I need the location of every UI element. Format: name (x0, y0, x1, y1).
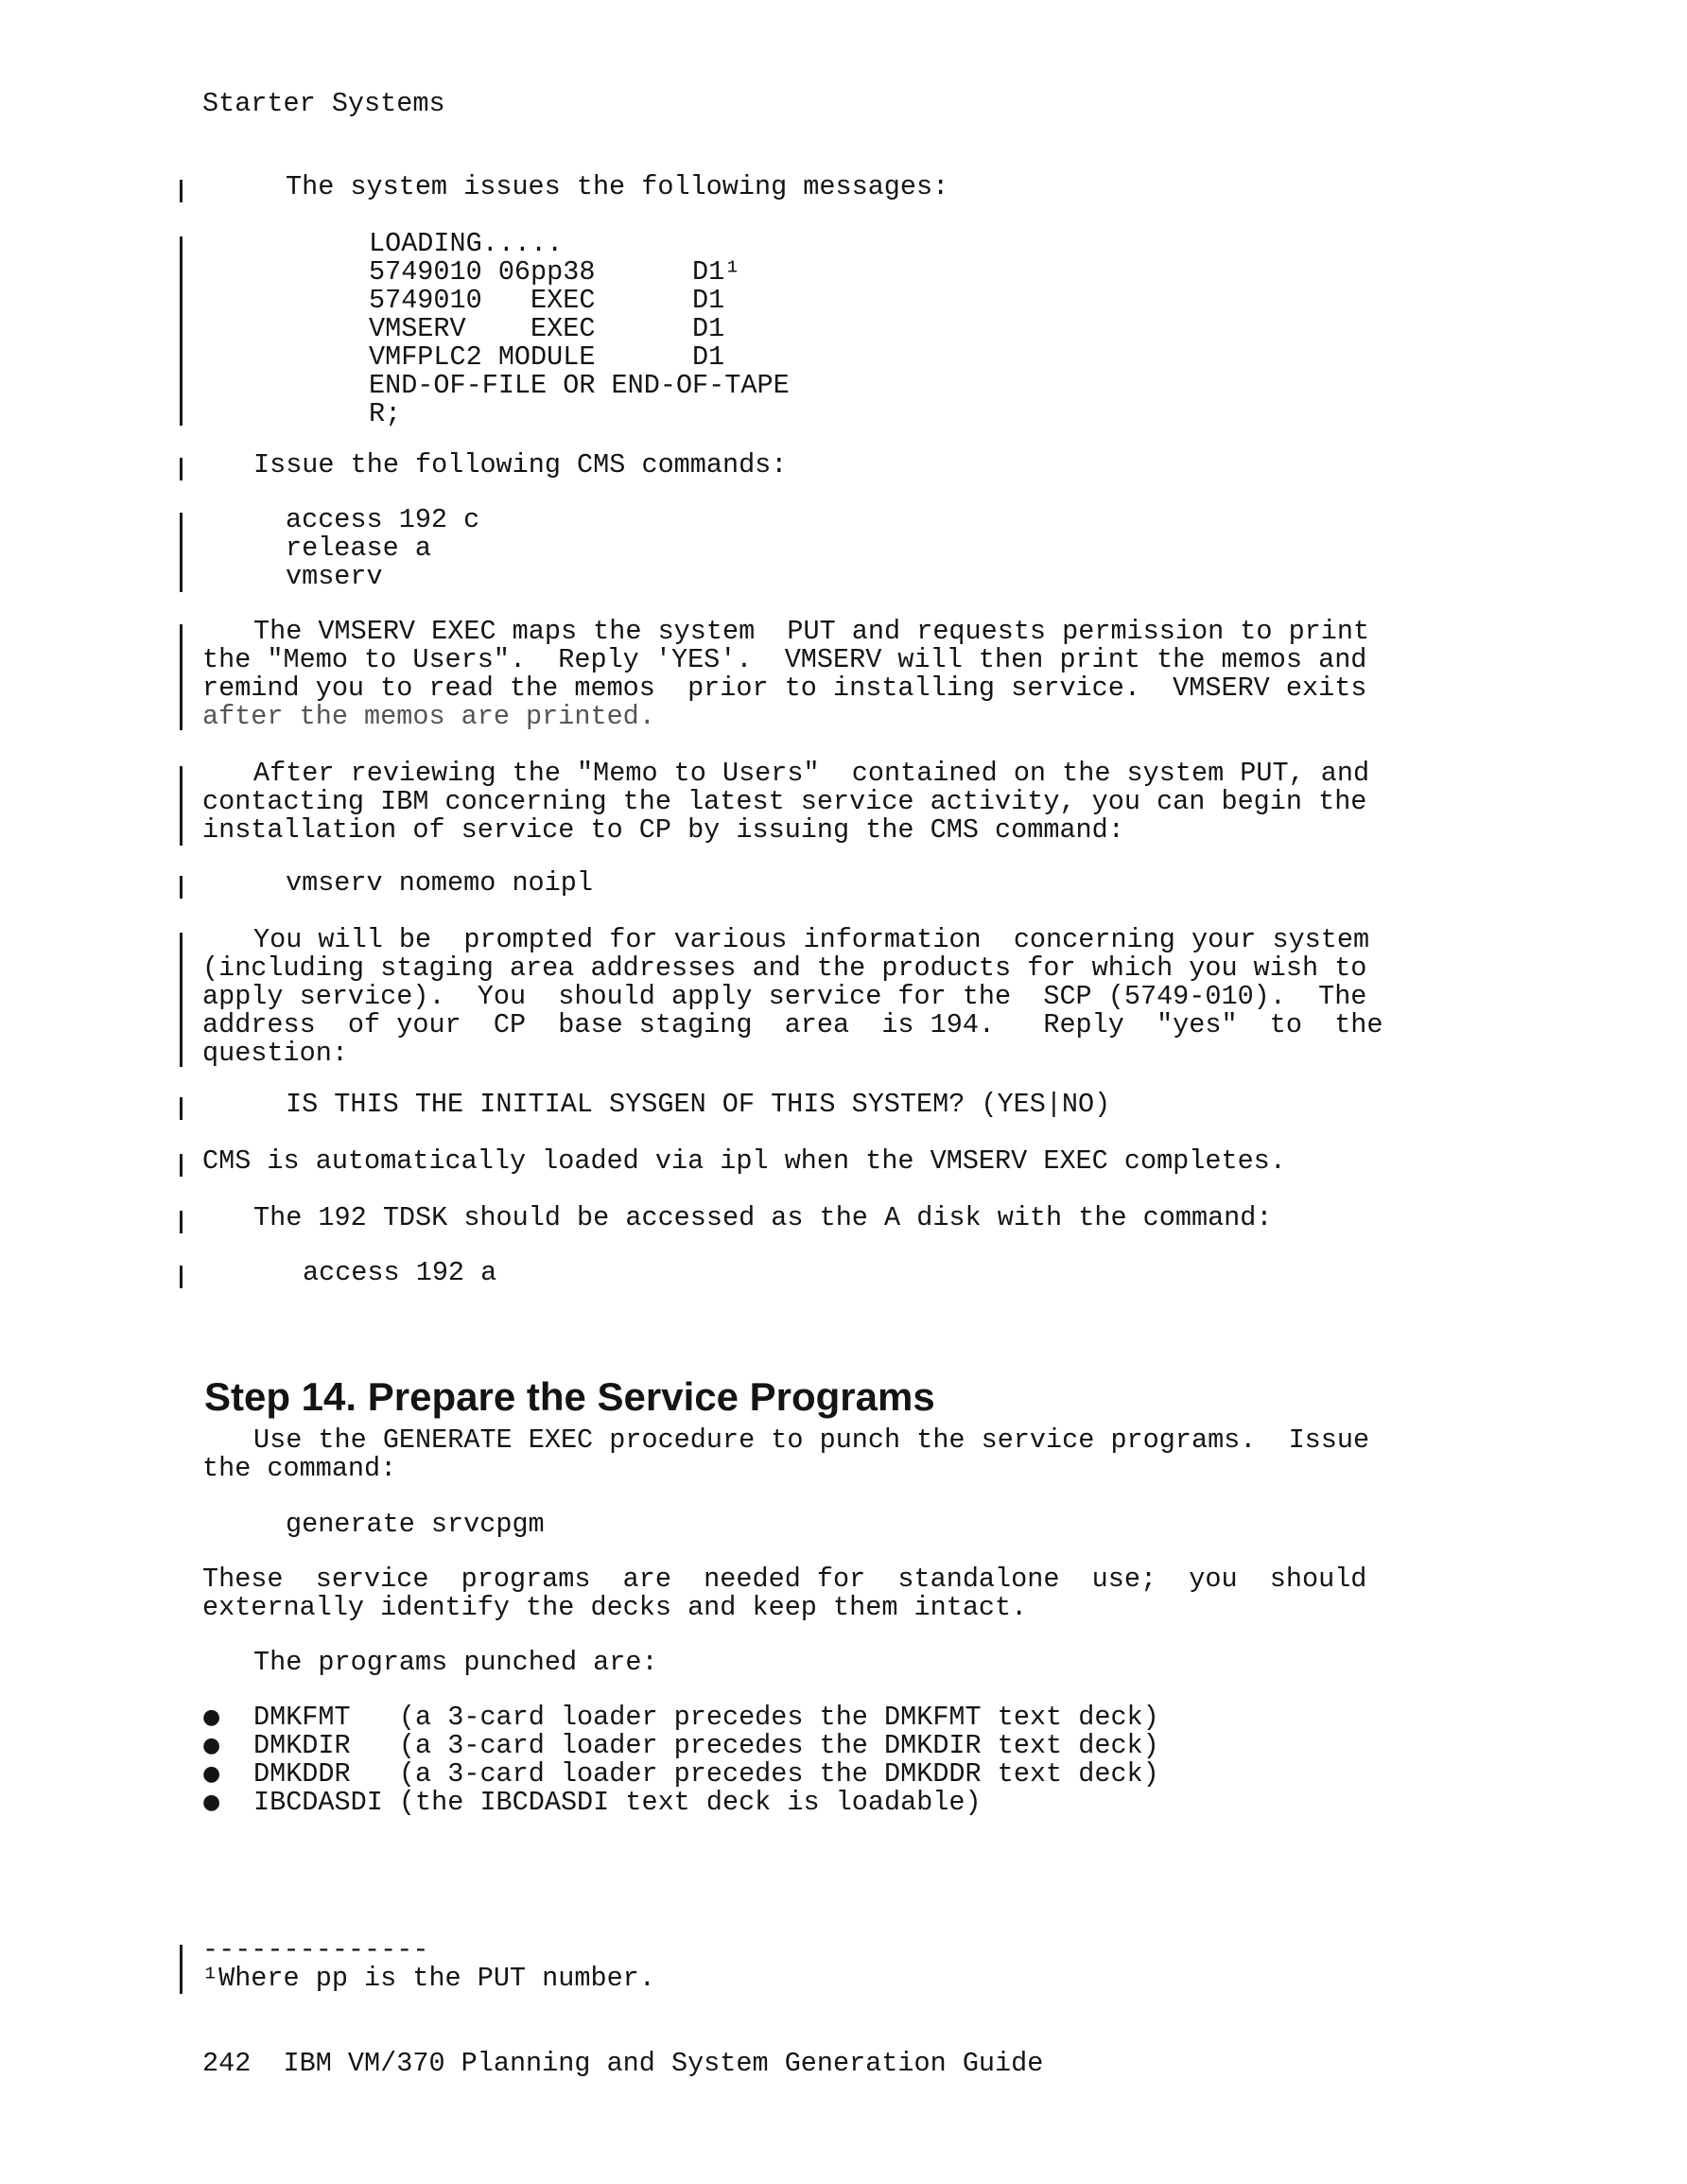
message-line: 5749010 06pp38 D1¹ (369, 256, 741, 288)
paragraph-line: The VMSERV EXEC maps the system PUT and requests permission to print (253, 616, 1370, 647)
paragraph-line: question: (202, 1038, 348, 1069)
paragraph-line: the "Memo to Users". Reply 'YES'. VMSERV will then print the memos and (202, 644, 1367, 675)
revision-bar (180, 1266, 183, 1288)
prompted-paragraph (202, 926, 1390, 1068)
sysgen-question: IS THIS THE INITIAL SYSGEN OF THIS SYSTEM? (YES|NO) (286, 1089, 1111, 1120)
intro-lead: The system issues the following messages: (286, 171, 949, 202)
tdsk-line: The 192 TDSK should be accessed as the A disk with the command: (253, 1202, 1273, 1233)
revision-bar (180, 933, 183, 1067)
programs-list-lead: The programs punched are: (253, 1647, 658, 1678)
paragraph-line: after the memos are printed. (202, 701, 655, 732)
running-header: Starter Systems (202, 88, 445, 119)
paragraph-line: After reviewing the "Memo to Users" contained on the system PUT, and (253, 758, 1370, 789)
page-footer: 242 IBM VM/370 Planning and System Generation Guide (202, 2048, 1044, 2079)
revision-bar (180, 513, 183, 592)
paragraph-line: (including staging area addresses and the products for which you wish to (202, 952, 1367, 984)
bullet-icon: ● (202, 1705, 221, 1729)
message-line: 5749010 EXEC D1 (369, 285, 725, 316)
command-line: vmserv (286, 561, 383, 592)
standalone-note (202, 1565, 1390, 1622)
message-line: LOADING..... (369, 228, 564, 259)
list-item-text: DMKDDR (a 3-card loader precedes the DMKDDR text deck) (253, 1758, 1159, 1790)
step-14-intro (202, 1426, 1390, 1483)
revision-bar (180, 1154, 183, 1177)
paragraph-line: apply service). You should apply service for the SCP (5749-010). The (202, 981, 1367, 1012)
list-item-text: DMKFMT (a 3-card loader precedes the DMKFMT text deck) (253, 1702, 1159, 1733)
paragraph-line: address of your CP base staging area is 194. Reply "yes" to the (202, 1009, 1383, 1040)
paragraph-line: You will be prompted for various information concerning your system (253, 924, 1370, 955)
paragraph-line: installation of service to CP by issuing the CMS command: (202, 814, 1124, 846)
vmserv-paragraph (202, 618, 1390, 731)
paragraph-line: Use the GENERATE EXEC procedure to punch the service programs. Issue (253, 1424, 1370, 1456)
revision-bar (180, 766, 183, 846)
command-access-a: access 192 a (303, 1257, 497, 1288)
footnote-text: ¹Where pp is the PUT number. (202, 1963, 655, 1994)
revision-bar (180, 458, 183, 480)
paragraph-line: the command: (202, 1453, 397, 1484)
cms-commands-lead: Issue the following CMS commands: (253, 449, 788, 480)
step-14-heading: Step 14. Prepare the Service Programs (204, 1374, 935, 1419)
revision-bar (180, 236, 183, 426)
revision-bar (180, 624, 183, 730)
message-line: VMFPLC2 MODULE D1 (369, 341, 725, 373)
revision-bar (180, 1097, 183, 1120)
message-line: R; (369, 398, 402, 429)
message-line: VMSERV EXEC D1 (369, 313, 725, 344)
paragraph-line: remind you to read the memos prior to installing service. VMSERV exits (202, 673, 1367, 704)
command-line: release a (286, 533, 431, 564)
message-line: END-OF-FILE OR END-OF-TAPE (369, 370, 790, 401)
list-item-text: DMKDIR (a 3-card loader precedes the DMKDIR text deck) (253, 1730, 1159, 1761)
list-item-text: IBCDASDI (the IBCDASDI text deck is loadable) (253, 1787, 982, 1818)
review-paragraph (202, 760, 1390, 845)
paragraph-line: externally identify the decks and keep them intact. (202, 1592, 1028, 1623)
command-generate: generate srvcpgm (286, 1509, 545, 1540)
revision-bar (180, 180, 183, 202)
bullet-icon: ● (202, 1734, 221, 1757)
footnote-rule: -------------- (202, 1934, 429, 1966)
bullet-icon: ● (202, 1791, 221, 1814)
paragraph-line: contacting IBM concerning the latest service activity, you can begin the (202, 786, 1367, 817)
revision-bar (180, 1211, 183, 1233)
bullet-icon: ● (202, 1762, 221, 1786)
paragraph-line: These service programs are needed for standalone use; you should (202, 1564, 1367, 1595)
revision-bar (180, 876, 183, 899)
cms-command-listing (286, 506, 479, 591)
command-vmserv-nomemo: vmserv nomemo noipl (286, 867, 593, 899)
command-line: access 192 c (286, 504, 480, 535)
message-listing (369, 230, 790, 428)
cms-auto-load-line: CMS is automatically loaded via ipl when the VMSERV EXEC completes. (202, 1145, 1286, 1177)
revision-bar (180, 1945, 183, 1994)
